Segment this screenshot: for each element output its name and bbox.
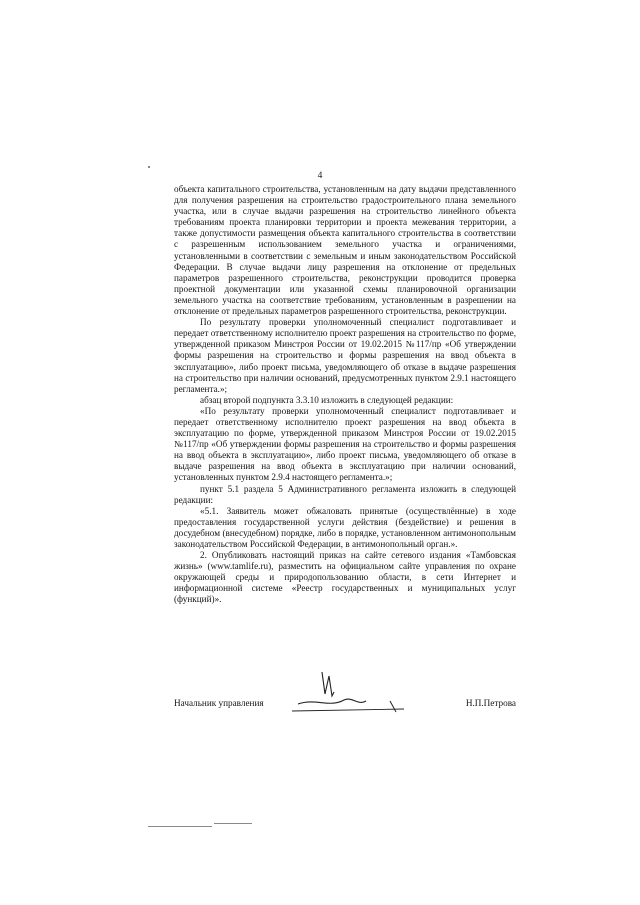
paragraph-amendment-3-3-10: абзац второй подпункта 3.3.10 изложить в следующей редакции: — [200, 394, 454, 405]
paragraph-publication: 2. Опубликовать настоящий приказ на сайте сетевого издания «Тамбовская жизнь» (www.tamlife.ru), разместить на официальном сайте управления по охране окружающей среды и природопользованию области, в сети Интернет и информационной системе «Реестр государственных и муниципальных услуг (функций)». — [174, 550, 516, 605]
scan-artifact-dot — [148, 166, 150, 168]
scan-artifact-line — [148, 826, 212, 827]
signatory-name: Н.П.Петрова — [465, 698, 516, 708]
scan-artifact-line — [214, 823, 252, 824]
paragraph-amendment-5-1: пункт 5.1 раздела 5 Административного регламента изложить в следующей редакции: — [174, 483, 516, 505]
paragraph-appeal: «5.1. Заявитель может обжаловать принятые (осуществлённые) в ходе предоставления государственной услуги действия (бездействие) и решения в досудебном (внесудебном) порядке, либо в порядке, установленном антимонопольным законодательством Российской Федерации, в антимонопольный орган.». — [174, 505, 516, 549]
handwritten-signature — [292, 668, 412, 720]
signatory-position: Начальник управления — [174, 698, 264, 708]
signature-block — [174, 692, 516, 722]
paragraph-result-commissioning: «По результату проверки уполномоченный специалист подготавливает и передает ответственному исполнителю проект разрешения на ввод объекта в эксплуатацию по форме, утвержденной приказом Минстроя России от 19.02.2015 №117/пр «Об утверждении формы разрешения на строительство и формы разрешения на ввод объекта в эксплуатацию», либо проект письма, уведомляющего об отказе в выдаче разрешения на ввод объекта в эксплуатацию при наличии оснований, установленных пунктом 2.9.4 настоящего регламента.»; — [174, 405, 516, 483]
paragraph-result-construction: По результату проверки уполномоченный специалист подготавливает и передает ответственному исполнителю проект разрешения на строительство по форме, утвержденной приказом Минстроя России от 19.02.2015 №117/пр «Об утверждении формы разрешения на строительство и формы разрешения на ввод объекта в эксплуатацию», либо проект письма, уведомляющего об отказе в выдаче разрешения на строительство при наличии оснований, предусмотренных пунктом 2.9.1 настоящего регламента.»; — [174, 317, 516, 394]
paragraph-continuation: объекта капитального строительства, установленным на дату выдачи представленного для получения разрешения на строительство градостроительного плана земельного участка, или в случае выдачи разрешения на строительство линейного объекта требованиям проекта планировки территории и проекта межевания территории, а также допустимости размещения объекта капитального строительства в соответствии с разрешенным использованием земельного участка и ограничениями, установленными в соответствии с земельным и иным законодательством Российской Федерации. В случае выдачи лицу разрешения на отклонение от предельных параметров разрешенного строительства, реконструкции проводится проверка проектной документации или указанной схемы планировочной организации земельного участка на соответствие требованиям, установленным в разрешении на отклонение от предельных параметров разрешенного строительства, реконструкции. — [174, 184, 516, 317]
page-number: 4 — [317, 171, 323, 181]
document-body — [174, 184, 516, 606]
